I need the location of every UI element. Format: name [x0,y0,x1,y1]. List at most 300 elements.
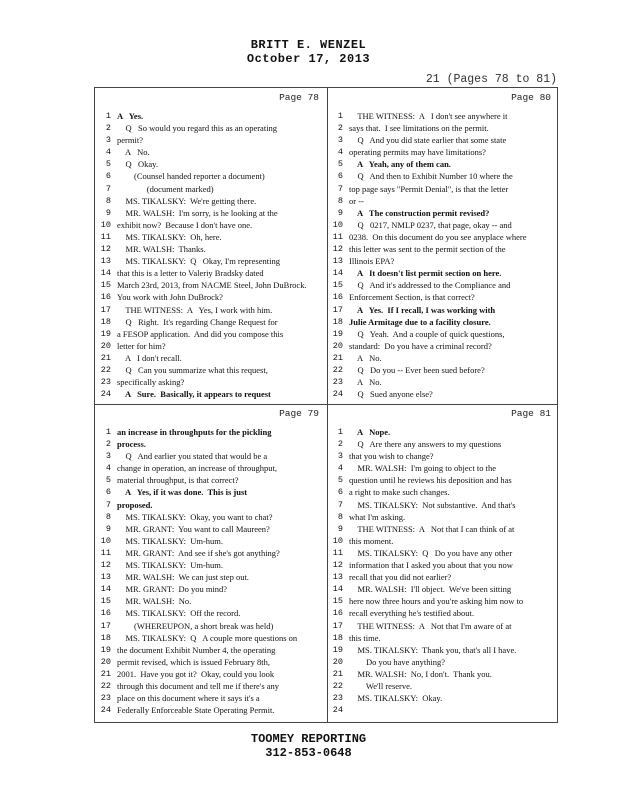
line-text: letter for him? [117,340,166,351]
transcript-line [327,474,559,486]
transcript-line [327,255,559,267]
transcript-line [327,620,559,632]
transcript-line [327,195,559,207]
page-range: 21 (Pages 78 to 81) [425,73,557,86]
transcript-line [95,388,327,400]
line-text: place on this document where it says it's a [117,693,260,704]
line-text: this letter was sent to the permit section of the [349,244,506,255]
line-number: 4 [337,147,343,158]
line-number: 23 [332,693,343,704]
line-text: Illinois EPA? [349,256,395,267]
transcript-page-78 [95,88,327,404]
line-number: 22 [100,680,111,691]
line-text: specifically asking? [117,377,185,388]
line-text: A The construction permit revised? [349,207,490,218]
line-number: 22 [332,364,343,375]
line-text: through this document and tell me if there's any [117,680,280,691]
line-number: 14 [332,268,343,279]
line-text: Q Do you -- Ever been sued before? [349,364,485,375]
line-text: a FESOP application. And did you compose this [117,328,284,339]
line-text: this time. [349,632,381,643]
line-number: 23 [100,693,111,704]
transcript-lines [95,426,327,716]
transcript-line [327,462,559,474]
line-number: 17 [332,620,343,631]
line-text: MS. TIKALSKY: Thank you, that's all I have. [349,644,517,655]
transcript-line [327,547,559,559]
transcript-lines [327,110,559,400]
line-text: THE WITNESS: A Not that I'm aware of at [349,620,512,631]
transcript-line [95,450,327,462]
line-text: MR. WALSH: No, I don't. Thank you. [349,668,492,679]
transcript-page-80 [327,88,559,404]
transcript-line [95,644,327,656]
line-number: 14 [332,584,343,595]
line-text: a right to make such changes. [349,487,450,498]
line-text: MR. WALSH: Thanks. [117,244,206,255]
transcript-line [95,243,327,255]
line-text: THE WITNESS: A Yes, I work with him. [117,304,273,315]
line-number: 4 [337,463,343,474]
line-number: 9 [105,207,111,218]
line-number: 1 [105,111,111,121]
line-number: 11 [100,231,111,242]
line-number: 8 [337,195,343,206]
line-text: Q And then to Exhibit Number 10 where the [349,171,513,182]
transcript-line [95,267,327,279]
line-text: 2001. Have you got it? Okay, could you look [117,668,275,679]
line-number: 19 [332,328,343,339]
page-number: Page 81 [511,408,551,419]
line-number: 1 [337,111,343,121]
transcript-line [327,523,559,535]
transcript-line [95,559,327,571]
transcript-line [327,680,559,692]
transcript-line [95,595,327,607]
line-number: 6 [105,487,111,498]
line-text: (document marked) [117,183,214,194]
line-text: Q Can you summarize what this request, [117,364,268,375]
line-number: 6 [337,171,343,182]
line-number: 8 [337,511,343,522]
transcript-line [327,279,559,291]
deposition-date: October 17, 2013 [246,52,371,66]
transcript-line [327,450,559,462]
transcript-line [327,438,559,450]
line-number: 22 [332,680,343,691]
line-number: 15 [332,280,343,291]
line-number: 23 [100,377,111,388]
line-text: Q Okay. [117,159,158,170]
transcript-line [327,388,559,400]
line-text: that this is a letter to Valeriy Bradsky dated [117,268,264,279]
transcript-line [95,668,327,680]
line-number: 4 [105,147,111,158]
line-text: process. [117,439,146,450]
transcript-line [95,170,327,182]
line-number: 24 [100,389,111,400]
line-text: (Counsel handed reporter a document) [117,171,265,182]
transcript-line [327,499,559,511]
transcript-line [95,110,327,122]
line-text: A No. [117,147,150,158]
line-text: MR. WALSH: I'm sorry, is he looking at the [117,207,278,218]
transcript-line [95,195,327,207]
transcript-line [327,207,559,219]
transcript-line [327,134,559,146]
line-number: 18 [332,316,343,327]
transcript-line [327,704,559,716]
line-text: Julie Armitage due to a facility closure. [349,316,491,327]
line-number: 10 [332,219,343,230]
line-text: MS. TIKALSKY: Q A couple more questions on [117,632,298,643]
line-number: 11 [332,547,343,558]
line-number: 24 [332,705,343,716]
transcript-line [95,426,327,438]
line-text: recall that you did not earlier? [349,572,452,583]
line-number: 6 [105,171,111,182]
line-text: A No. [349,352,382,363]
line-number: 7 [337,499,343,510]
line-text: Q And it's addressed to the Compliance and [349,280,511,291]
transcript-line [95,535,327,547]
transcript-line [95,462,327,474]
line-text: this moment. [349,535,394,546]
line-number: 7 [105,499,111,510]
transcript-line [95,352,327,364]
transcript-line [327,183,559,195]
line-text: THE WITNESS: A I don't see anywhere it [349,111,508,121]
line-text: A Sure. Basically, it appears to request [117,389,271,400]
transcript-line [95,316,327,328]
transcript-line [95,364,327,376]
page-number: Page 79 [279,408,319,419]
transcript-line [327,158,559,170]
transcript-line [327,231,559,243]
line-text: Q Right. It's regarding Change Request for [117,316,278,327]
line-number: 7 [105,183,111,194]
line-number: 12 [100,560,111,571]
line-text: MS. TIKALSKY: Off the record. [117,608,241,619]
line-text: A Yeah, any of them can. [349,159,451,170]
line-number: 12 [332,244,343,255]
line-text: MS. TIKALSKY: We're getting there. [117,195,257,206]
line-text: standard: Do you have a criminal record? [349,340,492,351]
line-number: 10 [100,219,111,230]
line-number: 12 [100,244,111,255]
line-text: MS. TIKALSKY: Okay, you want to chat? [117,511,273,522]
transcript-line [95,134,327,146]
transcript-line [95,158,327,170]
reporting-company: TOOMEY REPORTING [250,732,367,746]
transcript-line [327,316,559,328]
line-text: Q And you did state earlier that some state [349,135,507,146]
line-text: proposed. [117,499,153,510]
transcript-line [95,219,327,231]
line-text: MS. TIKALSKY: Oh, here. [117,231,222,242]
line-number: 11 [100,547,111,558]
transcript-line [95,183,327,195]
line-text: or -- [349,195,364,206]
line-text: Q Sued anyone else? [349,389,433,400]
line-number: 19 [100,644,111,655]
transcript-lines [95,110,327,400]
line-number: 3 [105,451,111,462]
transcript-line [95,583,327,595]
transcript-line [327,328,559,340]
line-number: 2 [337,123,343,134]
transcript-line [95,122,327,134]
line-text: Federally Enforceable State Operating Permit. [117,705,275,716]
line-text: MR. GRANT: And see if she's got anything? [117,547,280,558]
line-text: Q Yeah. And a couple of quick questions, [349,328,505,339]
line-text: MR. GRANT: Do you mind? [117,584,228,595]
transcript-line [95,291,327,303]
line-text: Q And earlier you stated that would be a [117,451,268,462]
line-number: 19 [100,328,111,339]
transcript-line [327,243,559,255]
transcript-line [327,571,559,583]
transcript-line [95,523,327,535]
line-text: exhibit now? Because I don't have one. [117,219,253,230]
transcript-line [95,632,327,644]
line-text: what I'm asking. [349,511,406,522]
line-text: We'll reserve. [349,680,413,691]
transcript-line [95,620,327,632]
line-text: Q 0217, NMLP 0237, that page, okay -- and [349,219,512,230]
line-number: 17 [332,304,343,315]
transcript-line [327,291,559,303]
line-number: 16 [100,608,111,619]
transcript-page-81 [327,404,559,720]
line-number: 8 [105,195,111,206]
transcript-line [327,364,559,376]
transcript-line [95,279,327,291]
transcript-line [327,426,559,438]
line-number: 18 [332,632,343,643]
line-number: 7 [337,183,343,194]
transcript-line [327,535,559,547]
line-text: A It doesn't list permit section on here. [349,268,502,279]
line-text: material throughput, is that correct? [117,475,239,486]
transcript-line [327,110,559,122]
transcript-line [327,595,559,607]
line-text: MS. TIKALSKY: Okay. [349,693,443,704]
line-number: 18 [100,316,111,327]
line-number: 15 [100,596,111,607]
transcript-line [95,486,327,498]
transcript-line [327,656,559,668]
line-text: information that I asked you about that you now [349,560,513,571]
line-text: MS. TIKALSKY: Q Do you have any other [349,547,513,558]
witness-name: BRITT E. WENZEL [250,38,367,52]
line-number: 20 [332,340,343,351]
line-number: 5 [105,475,111,486]
transcript-line [95,376,327,388]
transcript-line [327,511,559,523]
transcript-line [95,656,327,668]
line-text: that you wish to change? [349,451,434,462]
transcript-line [95,340,327,352]
transcript-line [95,255,327,267]
line-number: 1 [105,427,111,437]
line-number: 15 [332,596,343,607]
line-text: permit revised, which is issued February 8th, [117,656,270,667]
line-text: March 23rd, 2013, from NACME Steel, John DuBrock. [117,280,307,291]
line-number: 23 [332,377,343,388]
line-text: permit? [117,135,143,146]
transcript-line [327,352,559,364]
transcript-line [95,328,327,340]
line-number: 15 [100,280,111,291]
line-number: 16 [332,608,343,619]
line-text: question until he reviews his deposition and has [349,475,512,486]
transcript-line [95,511,327,523]
transcript-line [327,376,559,388]
line-number: 13 [332,256,343,267]
page-number: Page 80 [511,92,551,103]
line-number: 18 [100,632,111,643]
line-text: the document Exhibit Number 4, the operating [117,644,276,655]
transcript-line [327,607,559,619]
transcript-line [95,146,327,158]
line-number: 13 [100,256,111,267]
line-number: 3 [105,135,111,146]
transcript-line [327,668,559,680]
line-number: 19 [332,644,343,655]
line-number: 21 [100,352,111,363]
line-number: 3 [337,135,343,146]
transcript-line [327,170,559,182]
line-number: 16 [100,292,111,303]
line-number: 2 [337,439,343,450]
transcript-line [95,571,327,583]
line-text: MR. GRANT: You want to call Maureen? [117,523,270,534]
line-text: 0238. On this document do you see anyplace where [349,231,527,242]
line-number: 13 [100,572,111,583]
line-number: 16 [332,292,343,303]
line-text: THE WITNESS: A Not that I can think of at [349,523,515,534]
line-text: MS. TIKALSKY: Um-hum. [117,560,224,571]
transcript-line [95,474,327,486]
transcript-line [95,607,327,619]
line-text: You work with John DuBrock? [117,292,223,303]
line-text: operating permits may have limitations? [349,147,486,158]
line-text: here now three hours and you're asking him now to [349,596,524,607]
line-number: 20 [100,340,111,351]
line-number: 9 [105,523,111,534]
transcript-line [95,304,327,316]
transcript-line [95,438,327,450]
transcript-line [95,704,327,716]
transcript-line [95,231,327,243]
transcript-line [327,583,559,595]
line-number: 2 [105,123,111,134]
transcript-line [327,122,559,134]
page-number: Page 78 [279,92,319,103]
line-text: MS. TIKALSKY: Q Okay, I'm representing [117,256,280,267]
line-number: 10 [332,535,343,546]
line-number: 17 [100,304,111,315]
transcript-line [327,304,559,316]
line-number: 3 [337,451,343,462]
line-number: 24 [100,705,111,716]
line-text: A I don't recall. [117,352,182,363]
reporting-phone: 312-853-0648 [265,746,352,760]
transcript-line [327,632,559,644]
line-text: MS. TIKALSKY: Um-hum. [117,535,224,546]
line-text: A Nope. [349,427,391,437]
line-text: A Yes. If I recall, I was working with [349,304,496,315]
line-text: MR. WALSH: I'll object. We've been sitting [349,584,512,595]
line-number: 21 [332,668,343,679]
transcript-line [95,692,327,704]
line-number: 22 [100,364,111,375]
transcript-line [327,340,559,352]
line-number: 6 [337,487,343,498]
line-text: Enforcement Section, is that correct? [349,292,475,303]
line-number: 20 [100,656,111,667]
transcript-line [327,486,559,498]
line-text: A Yes. [117,111,144,121]
transcript-line [327,559,559,571]
line-number: 5 [337,475,343,486]
line-number: 8 [105,511,111,522]
line-number: 20 [332,656,343,667]
line-text: Q Are there any answers to my questions [349,439,502,450]
line-number: 9 [337,523,343,534]
line-number: 11 [332,231,343,242]
line-number: 13 [332,572,343,583]
line-number: 17 [100,620,111,631]
line-number: 12 [332,560,343,571]
line-text: MR. WALSH: No. [117,596,192,607]
line-number: 9 [337,207,343,218]
line-number: 21 [100,668,111,679]
transcript-page-79 [95,404,327,720]
transcript-line [327,644,559,656]
line-number: 5 [337,159,343,170]
transcript-line [95,547,327,559]
line-text: recall everything he's testified about. [349,608,474,619]
line-text: MR. WALSH: I'm going to object to the [349,463,497,474]
line-text: MR. WALSH: We can just step out. [117,572,249,583]
line-number: 24 [332,389,343,400]
transcript-line [95,680,327,692]
line-text: A No. [349,377,382,388]
line-text: MS. TIKALSKY: Not substantive. And that's [349,499,516,510]
transcript-line [327,692,559,704]
transcript-line [327,267,559,279]
transcript-line [95,499,327,511]
line-text: change in operation, an increase of throughput, [117,463,278,474]
line-number: 14 [100,584,111,595]
line-number: 2 [105,439,111,450]
transcript-lines [327,426,559,716]
line-text: (WHEREUPON, a short break was held) [117,620,274,631]
line-number: 5 [105,159,111,170]
line-number: 1 [337,427,343,437]
line-text: A Yes, if it was done. This is just [117,487,248,498]
transcript-grid [94,87,558,723]
line-number: 14 [100,268,111,279]
transcript-line [327,146,559,158]
transcript-line [95,207,327,219]
line-text: Q So would you regard this as an operating [117,123,278,134]
line-number: 10 [100,535,111,546]
line-text: top page says "Permit Denial", is that the letter [349,183,509,194]
line-text: says that. I see limitations on the permit. [349,123,489,134]
